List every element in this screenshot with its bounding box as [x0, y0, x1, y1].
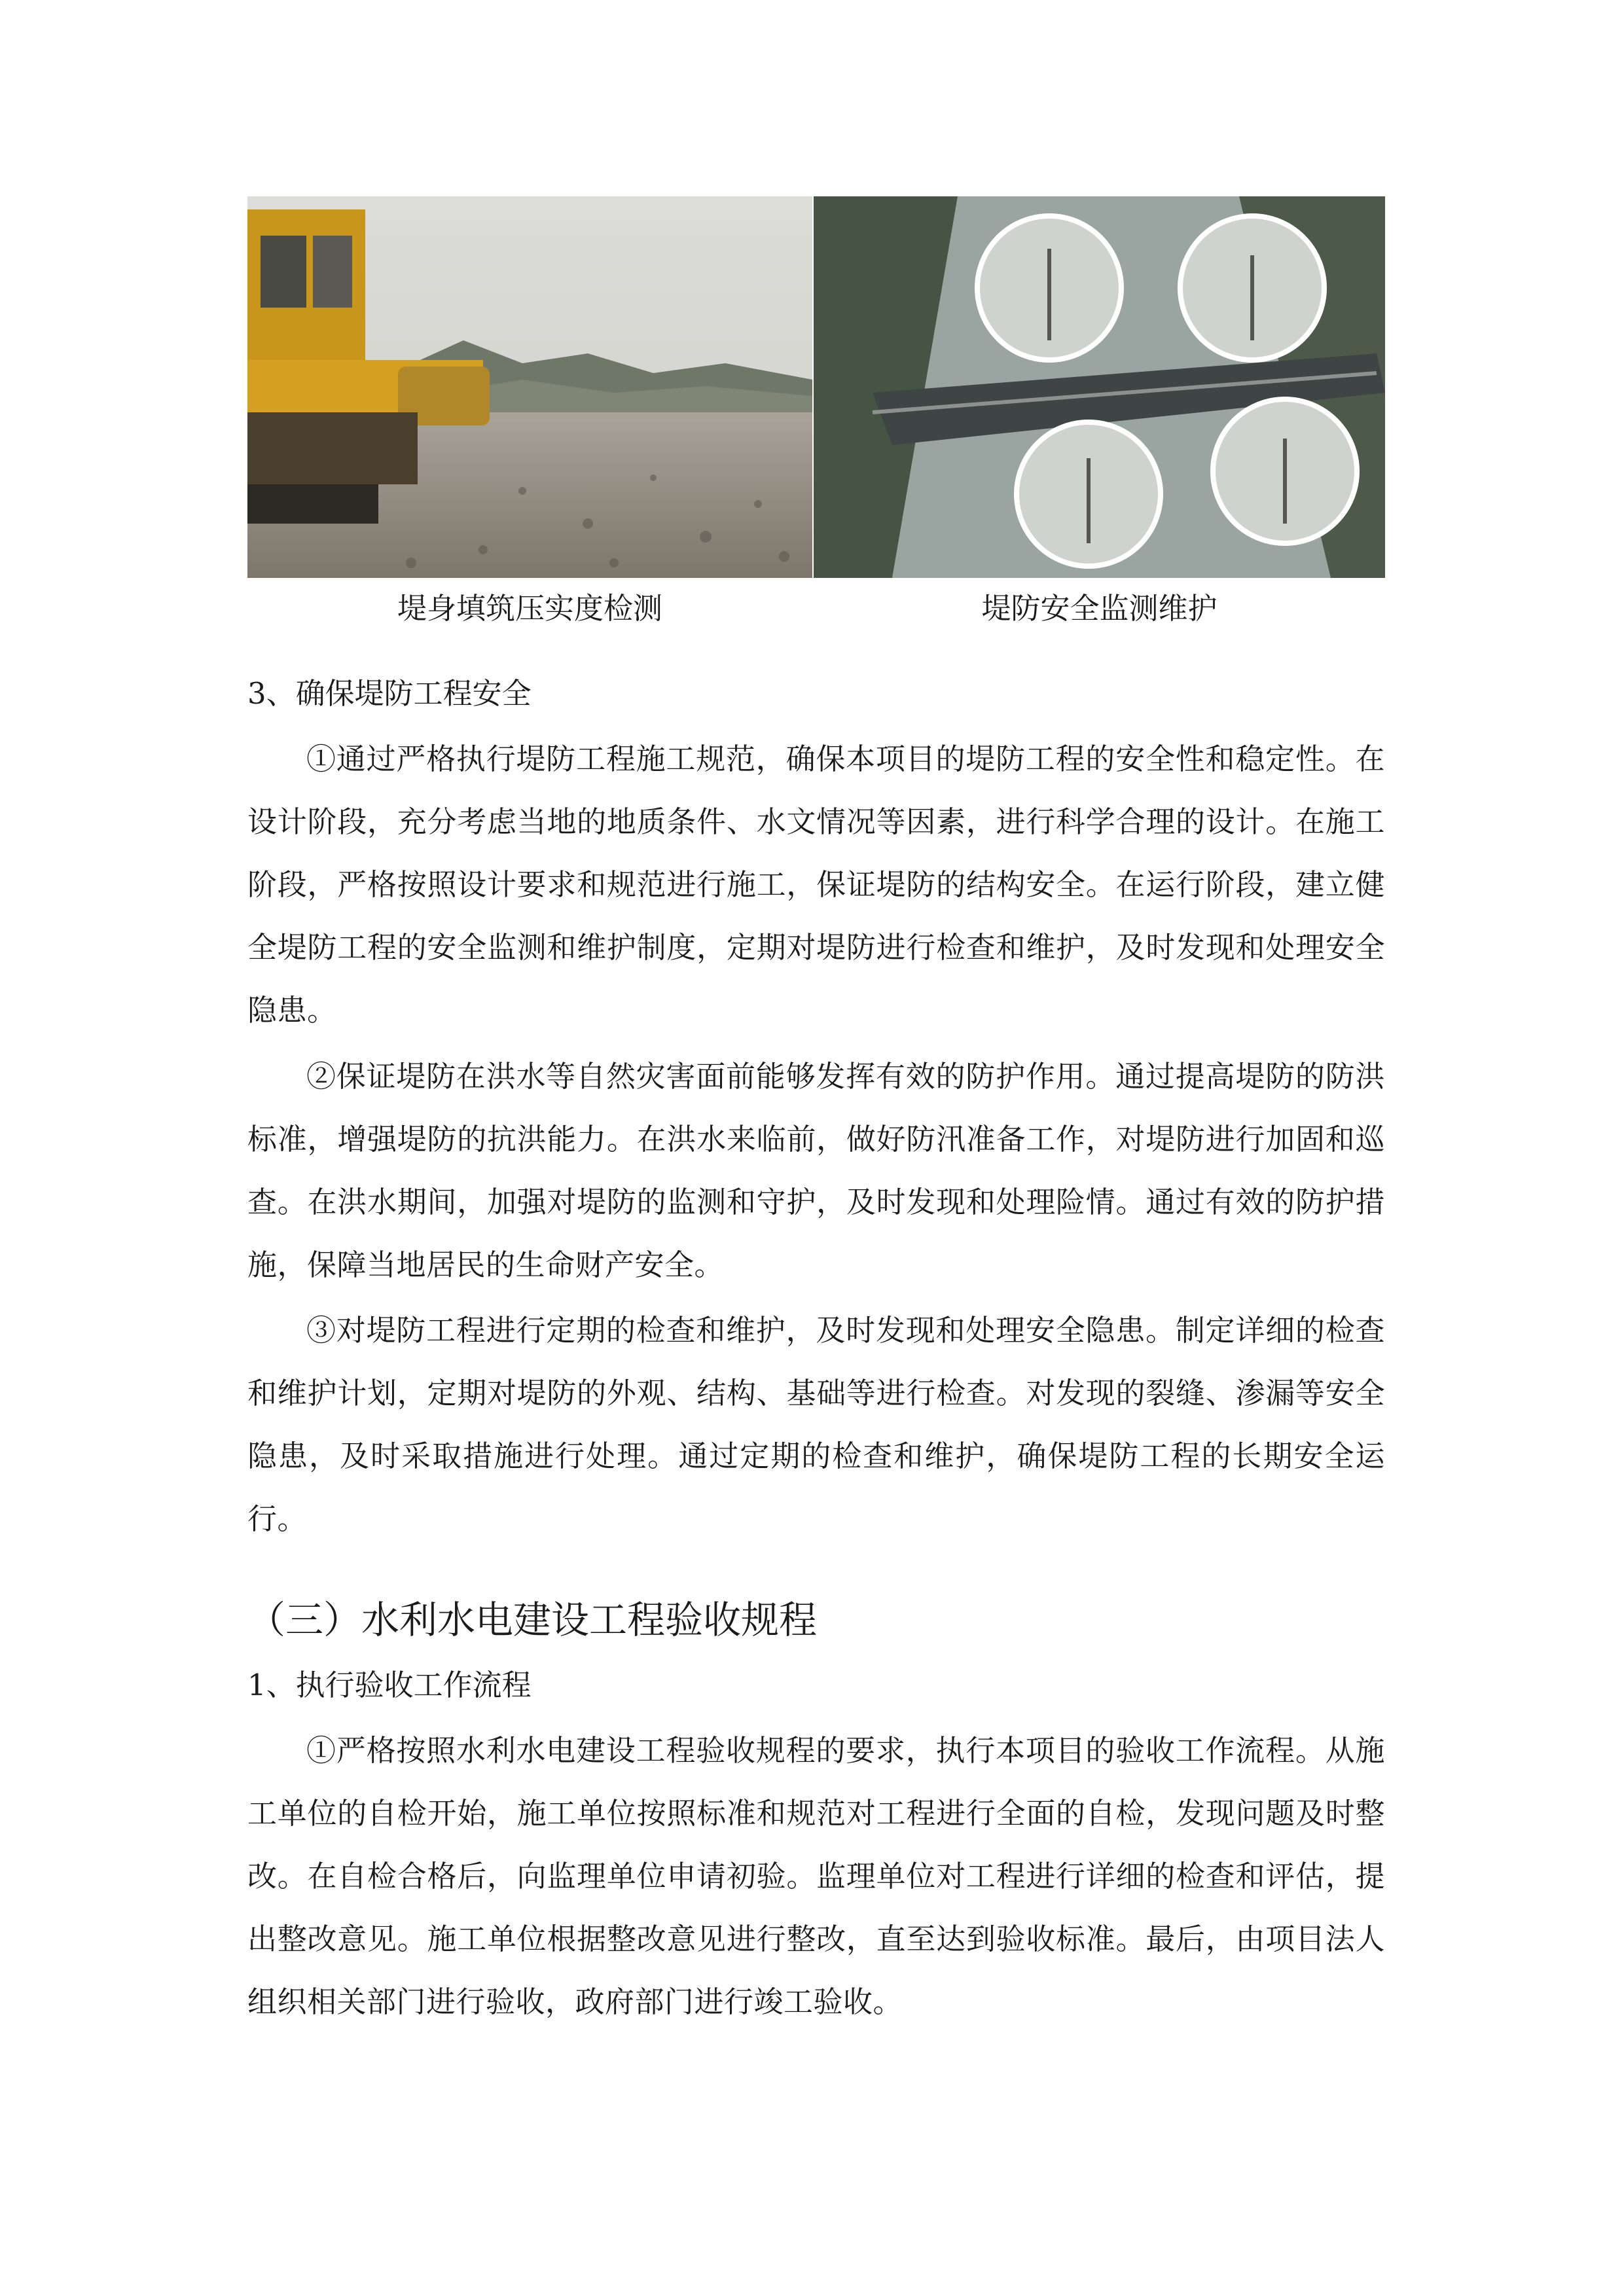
- paragraph-1: ①通过严格执行堤防工程施工规范，确保本项目的堤防工程的安全性和稳定性。在设计阶段，充分考虑当地的地质条件、水文情况等因素，进行科学合理的设计。在施工阶段，严格按照设计要求和规范进行施工，保证堤防的结构安全。在运行阶段，建立健全堤防工程的安全监测和维护制度，定期对堤防进行检查和维护，及时发现和处理安全隐患。: [247, 742, 1385, 1028]
- section-heading-3: 3、确保堤防工程安全: [247, 676, 532, 711]
- sub-heading: 1、执行验收工作流程: [247, 1668, 532, 1702]
- paragraph-2: ②保证堤防在洪水等自然灾害面前能够发挥有效的防护作用。通过提高堤防的防洪标准，增强堤防的抗洪能力。在洪水来临前，做好防汛准备工作，对堤防进行加固和巡查。在洪水期间，加强对堤防的监测和守护，及时发现和处理险情。通过有效的防护措施，保障当地居民的生命财产安全。: [247, 1059, 1385, 1282]
- dam-aerial-image: [814, 196, 1385, 578]
- figure-caption-left: 堤身填筑压实度检测: [397, 591, 662, 626]
- paragraph-4: ①严格按照水利水电建设工程验收规程的要求，执行本项目的验收工作流程。从施工单位的自检开始，施工单位按照标准和规范对工程进行全面的自检，发现问题及时整改。在自检合格后，向监理单位申请初验。监理单位对工程进行详细的检查和评估，提出整改意见。施工单位根据整改意见进行整改，直至达到验收标准。最后，由项目法人组织相关部门进行验收，政府部门进行竣工验收。: [247, 1733, 1385, 2019]
- road-roller-image: [247, 196, 812, 578]
- paragraph-3: ③对堤防工程进行定期的检查和维护，及时发现和处理安全隐患。制定详细的检查和维护计划，定期对堤防的外观、结构、基础等进行检查。对发现的裂缝、渗漏等安全隐患，及时采取措施进行处理。通过定期的检查和维护，确保堤防工程的长期安全运行。: [247, 1313, 1385, 1536]
- figure-caption-right: 堤防安全监测维护: [981, 591, 1218, 626]
- photo-dam-monitoring: [814, 196, 1385, 578]
- chapter-title: （三）水利水电建设工程验收规程: [247, 1598, 818, 1642]
- photo-compaction-test: [247, 196, 812, 578]
